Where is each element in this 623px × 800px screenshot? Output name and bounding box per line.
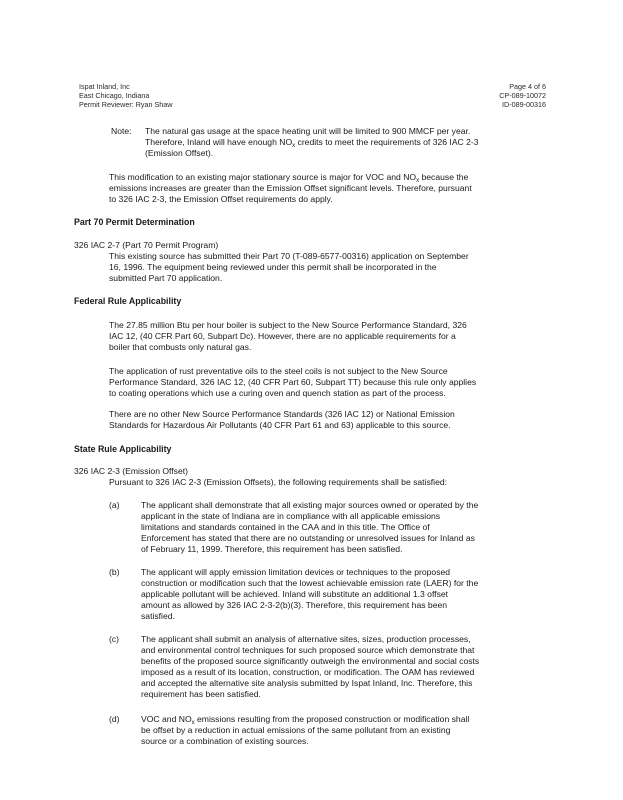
part70-line: 16, 1996. The equipment being reviewed under this permit shall be incorporated in the (109, 262, 437, 272)
federal-line: The 27.85 million Btu per hour boiler is subject to the New Source Performance Standard, 326 (109, 320, 467, 330)
item-line: imposed as a result of its location, construction, or modification. The OAM has reviewed (141, 667, 475, 677)
federal-line: There are no other New Source Performance Standards (326 IAC 12) or National Emission (109, 409, 455, 419)
item-line: and environmental control techniques for such proposed source which demonstrate that (141, 645, 475, 655)
item-line: be offset by a reduction in actual emissions of the same pollutant from an existing (141, 725, 451, 735)
header-cp-number: CP-089-10072 (499, 91, 546, 100)
part70-line: This existing source has submitted their Part 70 (T-089-6577-00316) application on September (109, 251, 469, 261)
note-label: Note: (111, 126, 132, 136)
item-line: The applicant shall demonstrate that all existing major sources owned or operated by the (141, 500, 479, 510)
federal-paragraph-1 (109, 320, 549, 353)
federal-paragraph-2 (109, 366, 549, 399)
part70-paragraph (109, 251, 549, 284)
intro-line: to 326 IAC 2-3, the Emission Offset requirements do apply. (109, 194, 333, 204)
header-id-number: ID-089-00316 (502, 100, 546, 109)
note-line: (Emission Offset). (145, 148, 214, 158)
note-line: Therefore, Inland will have enough $NO_x$ credits to meet the requirements of 326 IAC 2-3 (145, 137, 479, 149)
item-text-c (141, 634, 550, 700)
federal-line: Performance Standard, 326 IAC 12, (40 CFR Part 60, Subpart TT) because this rule only applies (109, 377, 477, 387)
section-heading-federal: Federal Rule Applicability (74, 296, 182, 306)
item-line: benefits of the proposed source significantly outweigh the environmental and social costs (141, 656, 480, 666)
item-line: amount as allowed by 326 IAC 2-3-2(b)(3). Therefore, this requirement has been (141, 600, 448, 610)
item-line: and accepted the alternative site analysis submitted by Ispat Inland, Inc. Therefore, this (141, 678, 473, 688)
item-line: satisfied. (141, 611, 175, 621)
item-line: source or a combination of existing sources. (141, 736, 309, 746)
header-right (452, 82, 546, 109)
part70-line: submitted Part 70 application. (109, 273, 223, 283)
item-label-b: (b) (109, 567, 120, 577)
federal-line: IAC 12, (40 CFR Part 60, Subpart Dc). However, there are no applicable requirements for a (109, 331, 456, 341)
section-heading-state: State Rule Applicability (74, 444, 172, 454)
federal-line: boiler that combusts only natural gas. (109, 342, 252, 352)
item-line: Enforcement has stated that there are no outstanding or unresolved issues for Inland as (141, 533, 475, 543)
federal-line: Standards for Hazardous Air Pollutants (40 CFR Part 61 and 63) applicable to this source. (109, 420, 451, 430)
header-left (79, 82, 299, 109)
header-page: Page 4 of 6 (509, 82, 546, 91)
item-line: limitations and standards contained in the CAA and in this title. The Office of (141, 522, 430, 532)
item-line: VOC and $NO_x$ emissions resulting from the proposed construction or modification shall (141, 714, 470, 726)
item-line: The applicant will apply emission limitation devices or techniques to the proposed (141, 567, 451, 577)
item-label-a: (a) (109, 500, 120, 510)
item-line: applicable pollutant will be achieved. Inland will substitute an additional 1.3 offset (141, 589, 449, 599)
intro-paragraph (109, 172, 549, 205)
item-line: requirement has been satisfied. (141, 689, 261, 699)
item-line: construction or modification such that the lowest achievable emission rate (LAER) for the (141, 578, 479, 588)
item-label-c: (c) (109, 634, 120, 644)
state-intro: Pursuant to 326 IAC 2-3 (Emission Offsets), the following requirements shall be satisfied: (109, 477, 448, 487)
item-text-a (141, 500, 550, 555)
item-text-b (141, 567, 550, 622)
header-location: East Chicago, Indiana (79, 91, 150, 100)
federal-paragraph-3 (109, 409, 549, 431)
item-label-d: (d) (109, 714, 120, 724)
intro-line: This modification to an existing major stationary source is major for VOC and $NO_x$ because the (109, 172, 469, 184)
state-rule: 326 IAC 2-3 (Emission Offset) (74, 466, 188, 476)
item-line: applicant in the state of Indiana are in compliance with all applicable emissions (141, 511, 441, 521)
federal-line: The application of rust preventative oils to the steel coils is not subject to the New Source (109, 366, 448, 376)
intro-line: emissions increases are greater than the Emission Offset significant levels. Therefore, pursuant (109, 183, 472, 193)
federal-line: to coating operations which use a curing oven and quench station as part of the process. (109, 388, 446, 398)
note-text (145, 126, 550, 159)
section-heading-part70: Part 70 Permit Determination (74, 217, 195, 227)
item-line: The applicant shall submit an analysis of alternative sites, sizes, production processes, (141, 634, 471, 644)
note-line: The natural gas usage at the space heating unit will be limited to 900 MMCF per year. (145, 126, 471, 136)
item-text-d (141, 714, 550, 747)
header-reviewer: Permit Reviewer: Ryan Shaw (79, 100, 173, 109)
part70-rule: 326 IAC 2-7 (Part 70 Permit Program) (74, 240, 219, 250)
header-company: Ispat Inland, Inc (79, 82, 130, 91)
item-line: of February 11, 1999. Therefore, this requirement has been satisfied. (141, 544, 403, 554)
